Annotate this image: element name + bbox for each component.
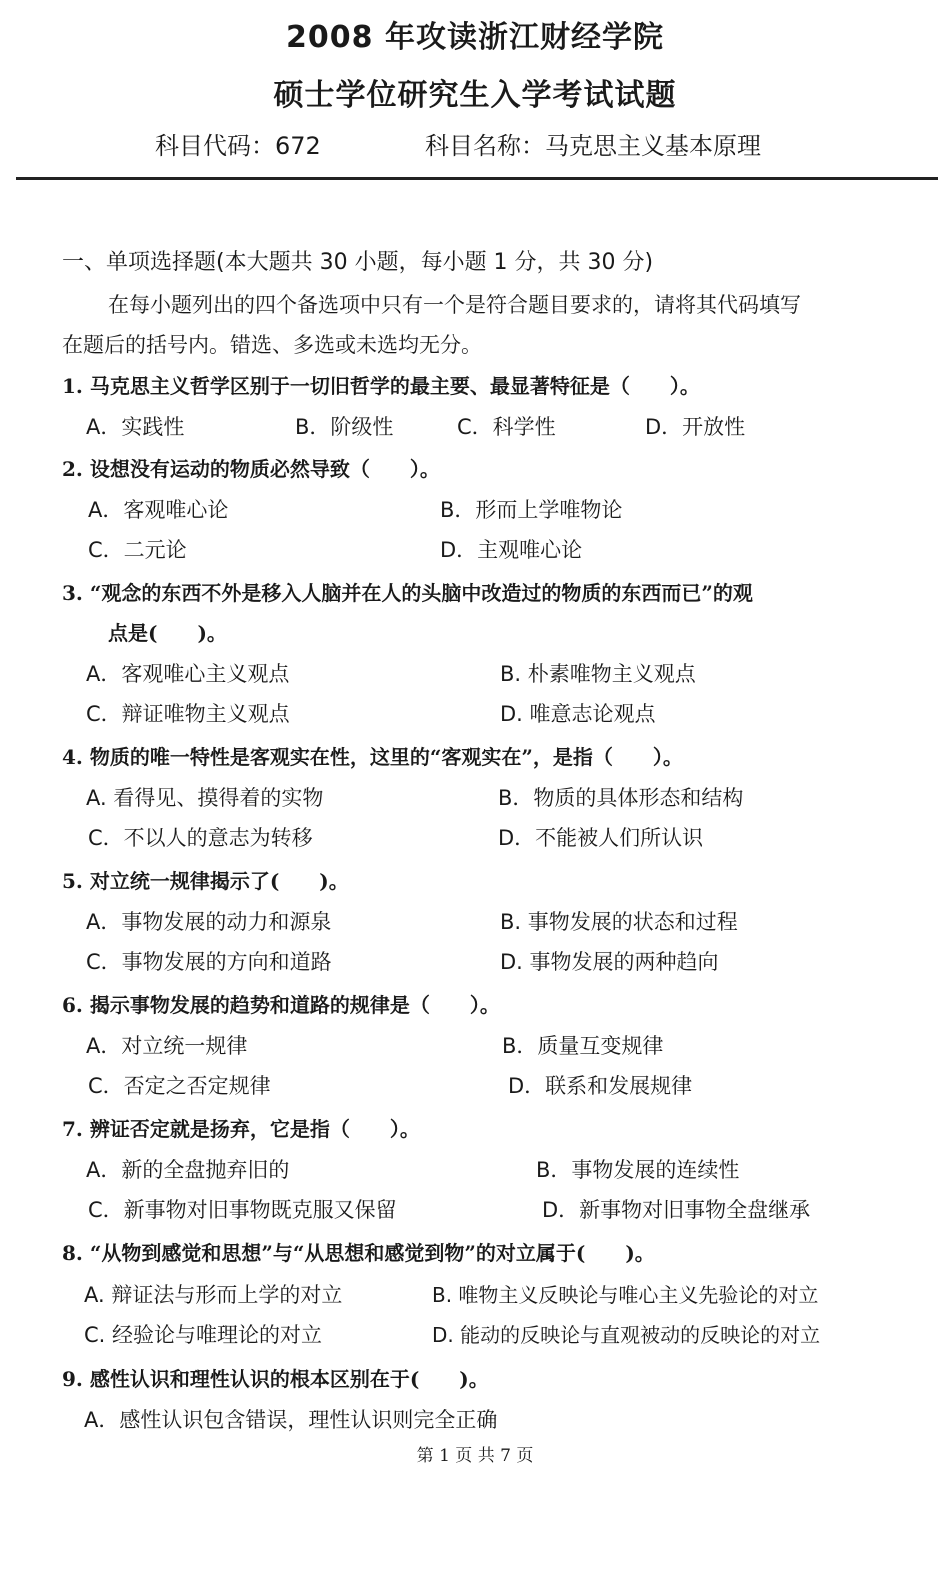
question-2-option-a: A．客观唯心论	[88, 498, 229, 522]
question-1-stem: 1. 马克思主义哲学区别于一切旧哲学的最主要、最显著特征是（ ）。	[62, 374, 700, 398]
exam-title-line2: 硕士学位研究生入学考试试题	[273, 78, 677, 113]
question-9-option-a: A．感性认识包含错误，理性认识则完全正确	[84, 1408, 498, 1432]
question-6-option-a: A．对立统一规律	[86, 1034, 248, 1058]
question-8-option-b: B. 唯物主义反映论与唯心主义先验论的对立	[432, 1283, 819, 1307]
question-7-option-c: C．新事物对旧事物既克服又保留	[88, 1198, 397, 1222]
question-6-option-c: C．否定之否定规律	[88, 1074, 271, 1098]
question-1-option-b: B．阶级性	[295, 415, 394, 439]
subject-code: 科目代码：672	[155, 132, 321, 160]
question-3-option-a: A．客观唯心主义观点	[86, 662, 290, 686]
question-8-option-c: C. 经验论与唯理论的对立	[84, 1323, 323, 1347]
question-4-option-b: B．物质的具体形态和结构	[498, 786, 744, 810]
question-7-option-a: A．新的全盘抛弃旧的	[86, 1158, 290, 1182]
question-1-option-c: C．科学性	[457, 415, 556, 439]
question-4-option-a: A. 看得见、摸得着的实物	[86, 786, 324, 810]
question-3-stem: 3. “观念的东西不外是移入人脑并在人的头脑中改造过的物质的东西而已”的观	[62, 581, 753, 605]
section-instruction-line2: 在题后的括号内。错选、多选或未选均无分。	[62, 333, 482, 357]
page-number: 第 1 页 共 7 页	[416, 1446, 534, 1466]
question-2-option-d: D．主观唯心论	[440, 538, 583, 562]
question-5-option-d: D. 事物发展的两种趋向	[500, 950, 719, 974]
question-6-option-b: B．质量互变规律	[502, 1034, 664, 1058]
question-8-option-d: D. 能动的反映论与直观被动的反映论的对立	[432, 1323, 821, 1347]
question-3-stem-continued: 点是( )。	[108, 621, 227, 645]
question-1-option-a: A．实践性	[86, 415, 185, 439]
question-2-option-c: C．二元论	[88, 538, 187, 562]
question-6-stem: 6. 揭示事物发展的趋势和道路的规律是（ ）。	[62, 993, 500, 1017]
question-7-option-d: D．新事物对旧事物全盘继承	[542, 1198, 811, 1222]
question-4-stem: 4. 物质的唯一特性是客观实在性，这里的“客观实在”，是指（ ）。	[62, 745, 683, 769]
header-divider	[16, 177, 938, 180]
question-6-option-d: D．联系和发展规律	[508, 1074, 693, 1098]
question-3-option-b: B. 朴素唯物主义观点	[500, 662, 696, 686]
question-5-option-a: A．事物发展的动力和源泉	[86, 910, 332, 934]
question-9-stem: 9. 感性认识和理性认识的根本区别在于( )。	[62, 1367, 489, 1391]
question-2-stem: 2. 设想没有运动的物质必然导致（ ）。	[62, 457, 440, 481]
section-heading: 一、单项选择题(本大题共 30 小题，每小题 1 分，共 30 分)	[62, 250, 654, 275]
question-7-option-b: B．事物发展的连续性	[536, 1158, 740, 1182]
question-8-option-a: A. 辩证法与形而上学的对立	[84, 1283, 343, 1307]
question-5-option-c: C．事物发展的方向和道路	[86, 950, 332, 974]
question-2-option-b: B．形而上学唯物论	[440, 498, 623, 522]
question-8-stem: 8. “从物到感觉和思想”与“从思想和感觉到物”的对立属于( )。	[62, 1241, 655, 1265]
question-3-option-d: D. 唯意志论观点	[500, 702, 656, 726]
question-4-option-d: D．不能被人们所认识	[498, 826, 704, 850]
question-7-stem: 7. 辨证否定就是扬弃，它是指（ ）。	[62, 1117, 420, 1141]
question-4-option-c: C．不以人的意志为转移	[88, 826, 313, 850]
question-5-stem: 5. 对立统一规律揭示了( )。	[62, 869, 349, 893]
exam-title-line1: 2008 年攻读浙江财经学院	[286, 20, 664, 55]
question-3-option-c: C．辩证唯物主义观点	[86, 702, 290, 726]
section-instruction-line1: 在每小题列出的四个备选项中只有一个是符合题目要求的，请将其代码填写	[108, 293, 801, 317]
question-5-option-b: B. 事物发展的状态和过程	[500, 910, 738, 934]
question-1-option-d: D．开放性	[645, 415, 746, 439]
subject-name: 科目名称：马克思主义基本原理	[425, 132, 761, 160]
